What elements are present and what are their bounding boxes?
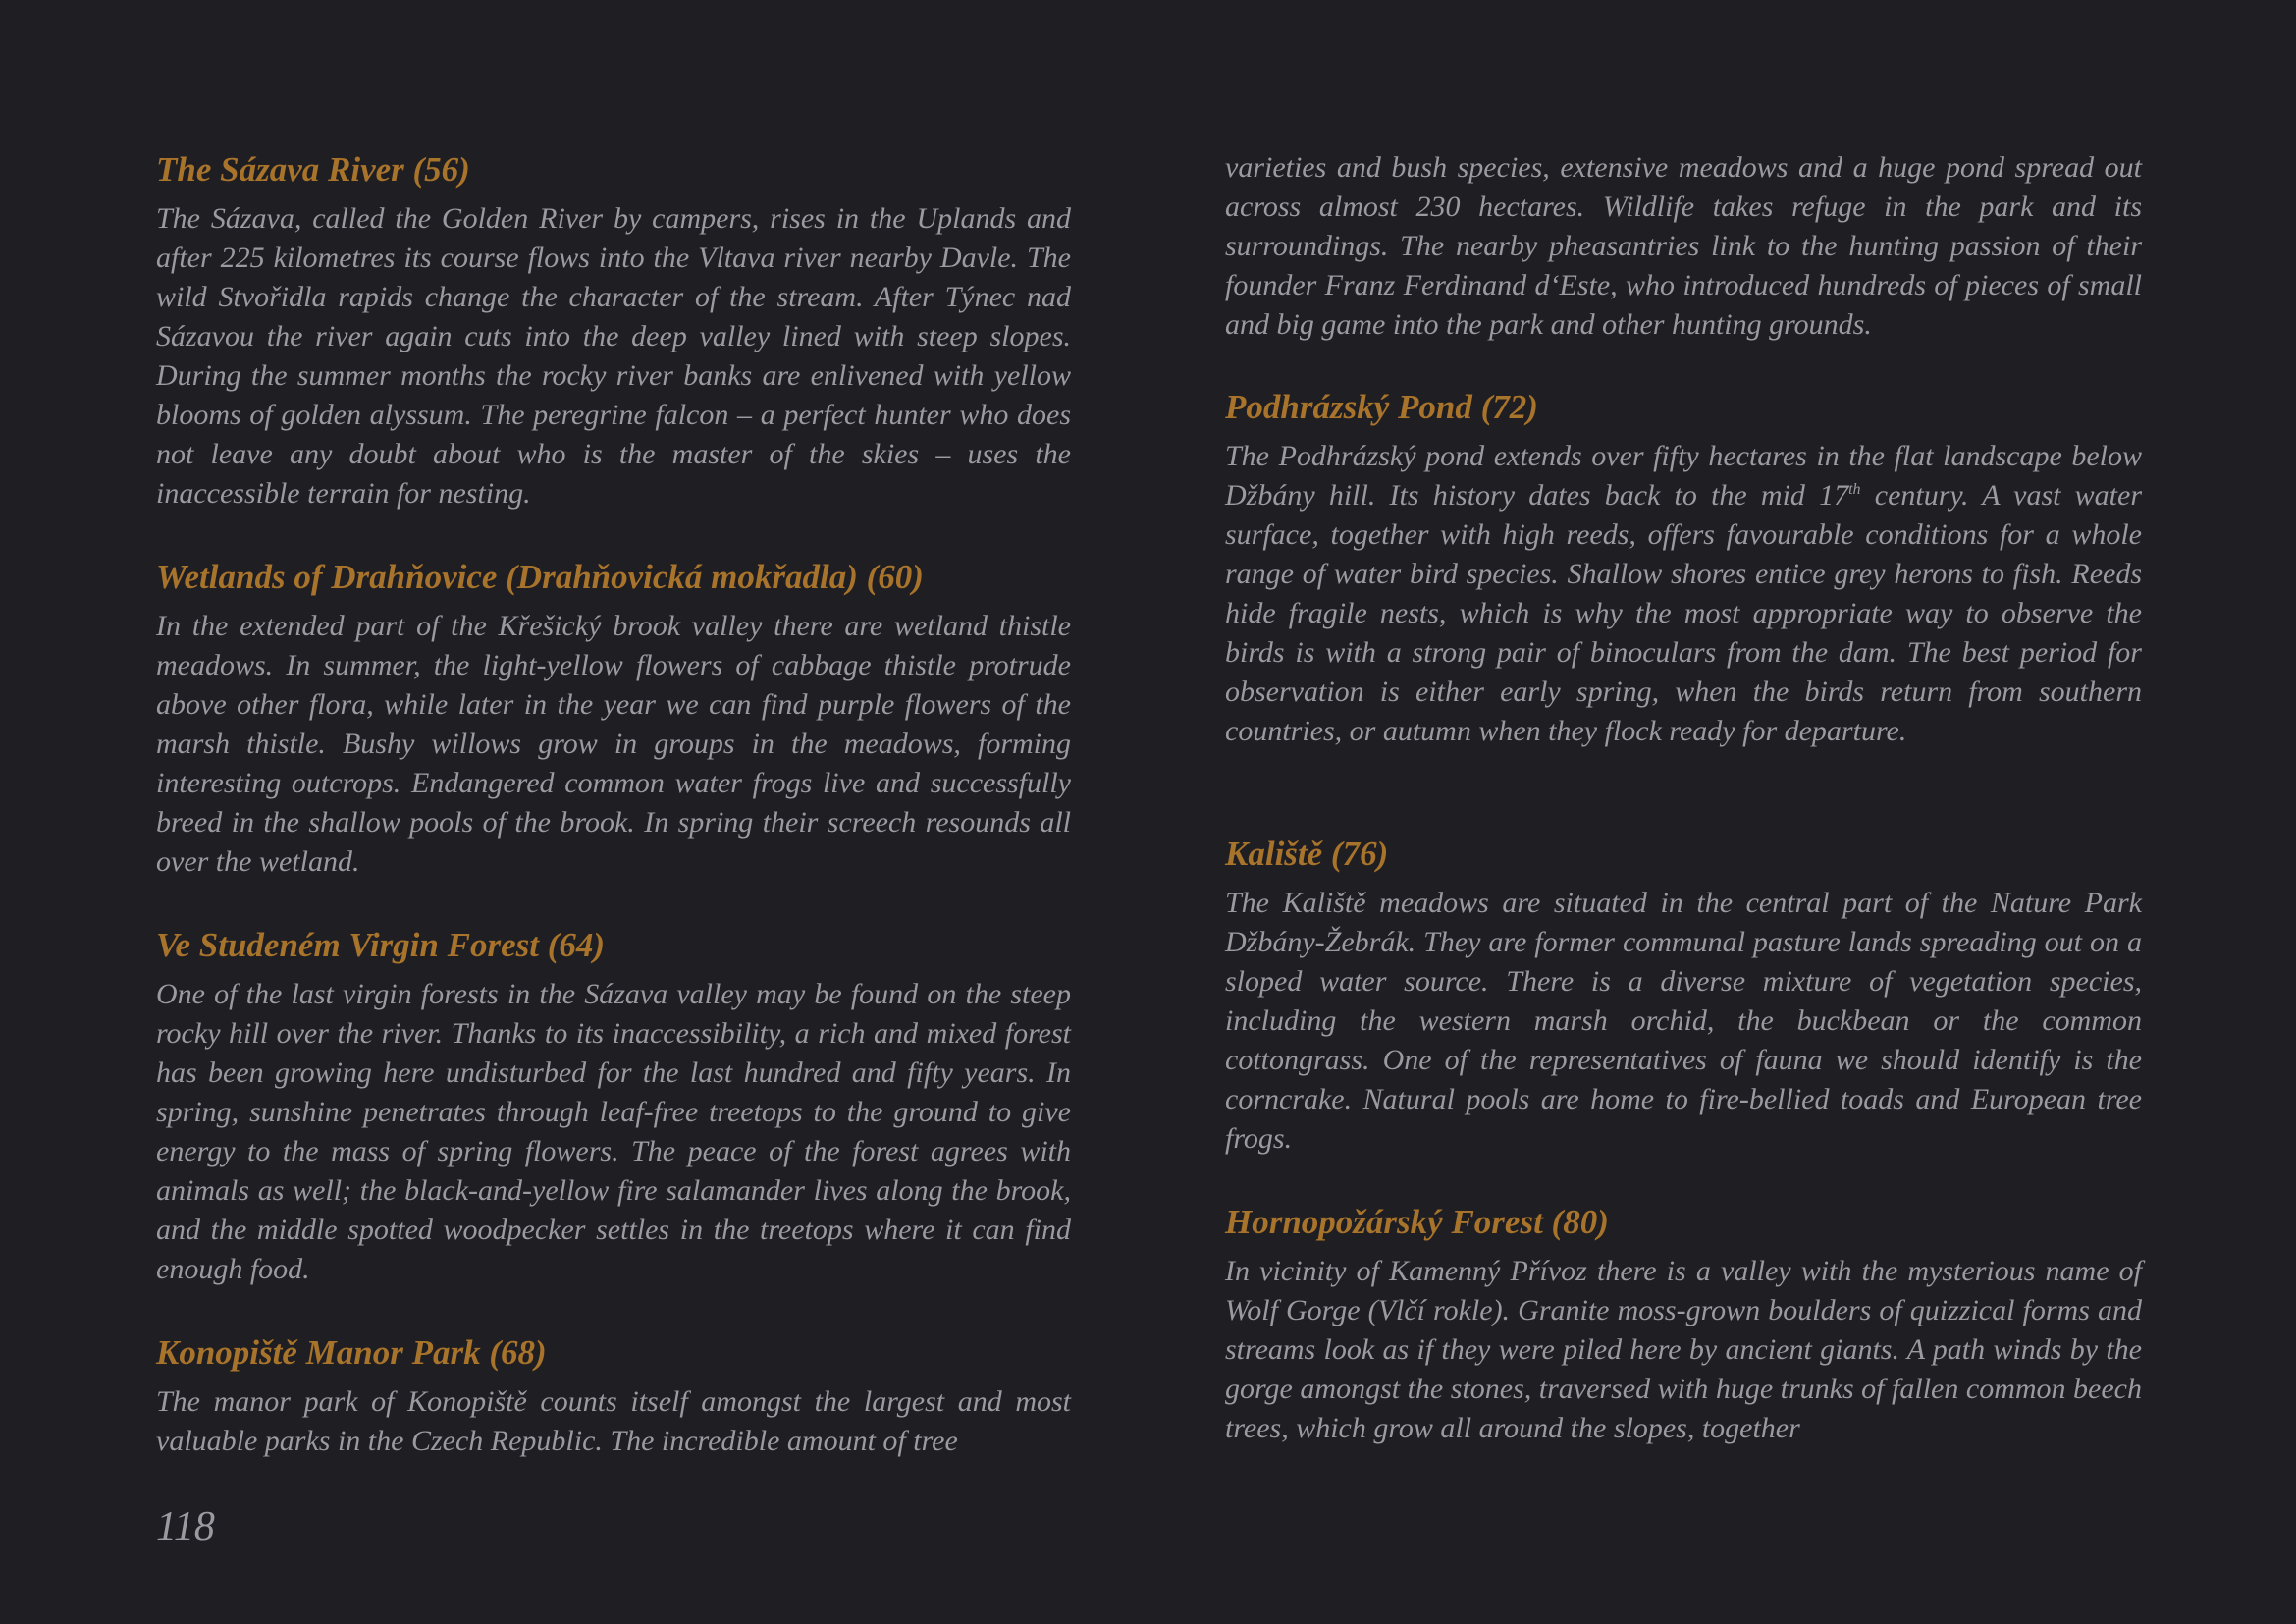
text-before-superscript: The Podhrázský pond extends over fifty hectares in the flat landscape below Džbány hill. Its history dates back to the mid 17 — [1225, 440, 2142, 512]
section-heading: Kaliště (76) — [1225, 835, 1389, 873]
section-text: The manor park of Konopiště counts itself amongst the largest and most valuable parks in the Czech Republic. The incredible amount of tree — [156, 1385, 1071, 1457]
section-heading: Hornopožárský Forest (80) — [1225, 1203, 1609, 1241]
section-text: One of the last virgin forests in the Sázava valley may be found on the steep rocky hill over the river. Thanks to its inaccessibility, a rich and mixed forest has been growing here undisturbed for the last hundred and fifty years. In spring, sunshine penetrates through leaf-free treetops to the ground to give energy to the mass of spring flowers. The peace of the forest agrees with animals as well; the black-and-yellow fire salamander lives along the brook, and the middle spotted woodpecker settles in the treetops where it can find enough food. — [156, 978, 1071, 1285]
section-text: In the extended part of the Křešický brook valley there are wetland thistle meadows. In summer, the light-yellow flowers of cabbage thistle protrude above other flora, while later in the year we can find purple flowers of the marsh thistle. Bushy willows grow in groups in the meadows, forming interesting outcrops. Endangered common water frogs live and successfully breed in the shallow pools of the brook. In spring their screech resounds all over the wetland. — [156, 610, 1071, 878]
section-heading: Konopiště Manor Park (68) — [156, 1333, 547, 1372]
section-wetlands-drahnovice — [156, 558, 1071, 882]
section-heading: Ve Studeném Virgin Forest (64) — [156, 926, 606, 964]
section-hornopozarsky-forest — [1225, 1203, 2142, 1448]
section-heading: Wetlands of Drahňovice (Drahňovická mokřadla) (60) — [156, 558, 924, 596]
section-heading: Podhrázský Pond (72) — [1225, 388, 1538, 426]
section-text — [1225, 437, 2142, 751]
section-heading: The Sázava River (56) — [156, 150, 470, 189]
text-after-superscript: century. A vast water surface, together with high reeds, offers favourable conditions for a whole range of water bird species. Shallow shores entice grey herons to fish. Reeds hide fragile nests, which is why the most appropriate way to observe the birds is with a strong pair of binoculars from the dam. The best period for observation is either early spring, when the birds return from southern countries, or autumn when they flock ready for departure. — [1225, 479, 2143, 747]
continuation-text: varieties and bush species, extensive meadows and a huge pond spread out across almost 230 hectares. Wildlife takes refuge in the park and its surroundings. The nearby pheasantries link to the hunting passion of their founder Franz Ferdinand d‘Este, who introduced hundreds of pieces of small and big game into the park and other hunting grounds. — [1225, 151, 2142, 341]
superscript: th — [1848, 481, 1861, 498]
section-text: The Sázava, called the Golden River by campers, rises in the Uplands and after 225 kilometres its course flows into the Vltava river nearby Davle. The wild Stvořidla rapids change the character of the stream. After Týnec nad Sázavou the river again cuts into the deep valley lined with steep slopes. During the summer months the rocky river banks are enlivened with yellow blooms of golden alyssum. The peregrine falcon – a perfect hunter who does not leave any doubt about who is the master of the skies – uses the inaccessible terrain for nesting. — [156, 202, 1071, 510]
page-number: 118 — [156, 1504, 215, 1549]
section-text: The Kaliště meadows are situated in the central part of the Nature Park Džbány-Žebrák. They are former communal pasture lands spreading out on a sloped water source. There is a diverse mixture of vegetation species, including the western marsh orchid, the buckbean or the common cottongrass. One of the representatives of fauna we should identify is the corncrake. Natural pools are home to fire-bellied toads and European tree frogs. — [1225, 887, 2142, 1155]
section-ve-studenem-forest — [156, 926, 1071, 1289]
section-konopiste-continued — [1225, 148, 2142, 345]
section-podhrazsky-pond — [1225, 388, 2142, 751]
section-text: In vicinity of Kamenný Přívoz there is a valley with the mysterious name of Wolf Gorge (Vlčí rokle). Granite moss-grown boulders of quizzical forms and streams look as if they were piled here by ancient giants. A path winds by the gorge amongst the stones, traversed with huge trunks of fallen common beech trees, which grow all around the slopes, together — [1225, 1255, 2142, 1444]
section-konopiste-park — [156, 1333, 1071, 1461]
section-sazava-river — [156, 150, 1071, 514]
section-kaliste — [1225, 835, 2142, 1159]
